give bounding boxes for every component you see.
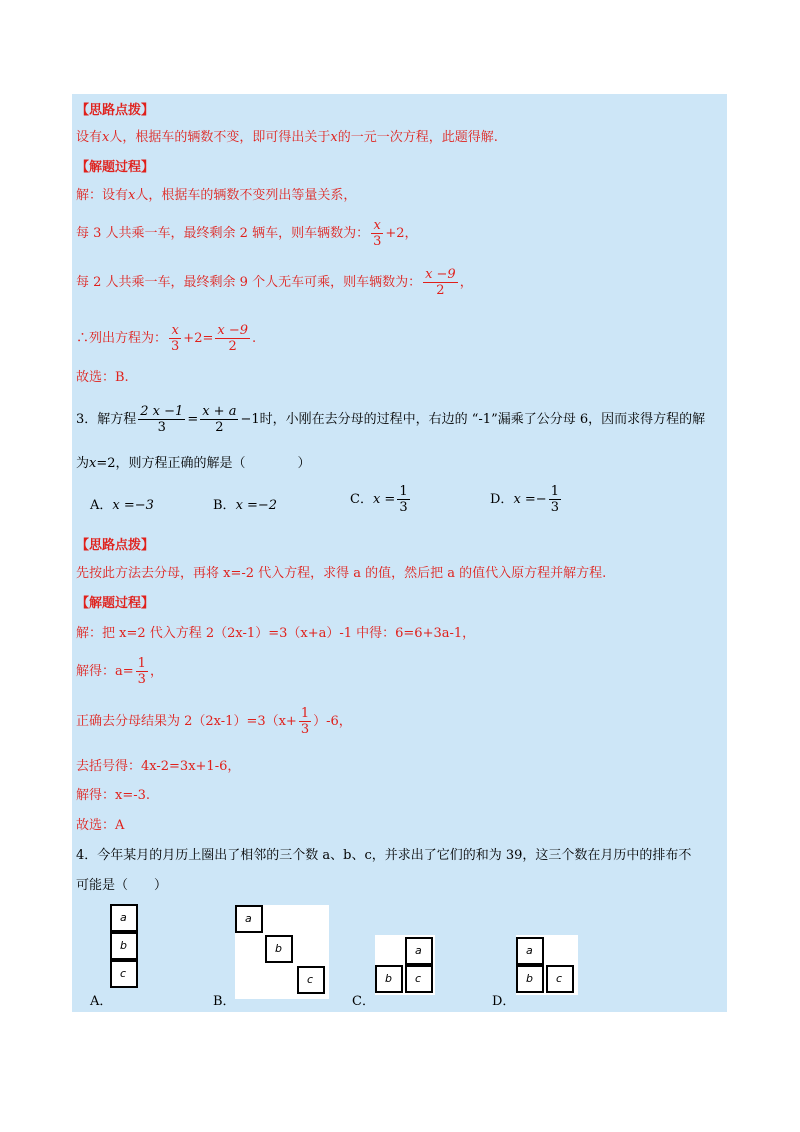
- fraction: $\frac{1}{3}$: [399, 484, 408, 515]
- solution-line: 解得：a= $\frac{1}{3}$ ，: [76, 656, 163, 687]
- equation-line: ∴列出方程为： $\frac{x}{3}$ +2= $\frac{x -9}{2}$ .: [76, 323, 257, 354]
- option-c[interactable]: C．x = $\frac{1}{3}$: [350, 484, 408, 515]
- solution-line: 解：设有x人，根据车的辆数不变列出等量关系，: [76, 188, 357, 203]
- figure-d-label: D．: [492, 994, 516, 1009]
- question-3-stem: 3．解方程 $\frac{2 x -1}{3}$ = $\frac{x + a}{2}$ −1时，小刚在去分母的过程中，右边的 “-1”漏乘了公分母 6，因而求得方程的解: [76, 404, 706, 435]
- fraction: $\frac{x}{3}$: [373, 218, 382, 249]
- solution-line: 每 2 人共乘一车，最终剩余 9 个人无车可乘，则车辆数为： $\frac{x -9}{2}$ ，: [76, 267, 473, 298]
- solution-line: 每 3 人共乘一车，最终剩余 2 辆车，则车辆数为： $\frac{x}{3}$ +2，: [76, 218, 418, 249]
- fraction: $\frac{2 x -1}{3}$: [140, 404, 184, 435]
- solution-line: 去括号得：4x-2=3x+1-6，: [76, 759, 241, 774]
- fraction: $\frac{x + a}{2}$: [202, 404, 237, 435]
- question-4-stem: 4．今年某月的月历上圈出了相邻的三个数 a、b、c，并求出了它们的和为 39，这三个数在月历中的排布不: [76, 848, 692, 863]
- figure-c-label: C．: [352, 994, 375, 1009]
- answer-line: 故选：B.: [76, 370, 129, 385]
- solution-line: 解：把 x=2 代入方程 2（2x-1）=3（x+a）-1 中得：6=6+3a-1，: [76, 626, 476, 641]
- option-b[interactable]: B．x =−2: [213, 498, 278, 513]
- fraction: $\frac{1}{3}$: [137, 656, 146, 687]
- hint-heading: 【思路点拨】: [76, 103, 155, 118]
- fraction: $\frac{x -9}{2}$: [217, 323, 248, 354]
- hint-text: 先按此方法去分母，再将 x=-2 代入方程，求得 a 的值，然后把 a 的值代入原方程并解方程.: [76, 566, 607, 581]
- fraction: $\frac{1}{3}$: [300, 706, 310, 737]
- figure-a-label: A．: [90, 994, 113, 1009]
- question-3-stem-cont: 为x=2，则方程正确的解是（ ）: [76, 456, 311, 471]
- answer-line: 故选：A: [76, 818, 125, 833]
- option-d[interactable]: D．x =− $\frac{1}{3}$: [490, 484, 559, 515]
- figure-b-label: B．: [213, 994, 236, 1009]
- solution-line: 解得：x=-3.: [76, 788, 151, 803]
- fraction: $\frac{x}{3}$: [171, 323, 180, 354]
- hint-heading: 【思路点拨】: [76, 538, 155, 553]
- fraction: $\frac{x -9}{2}$: [425, 267, 456, 298]
- solution-heading: 【解题过程】: [76, 596, 155, 611]
- hint-text: 设有x人，根据车的辆数不变，即可得出关于x的一元一次方程，此题得解.: [76, 130, 498, 145]
- solution-line: 正确去分母结果为 2（2x-1）=3（x+ $\frac{1}{3}$ ）-6，: [76, 706, 352, 737]
- question-4-stem-cont: 可能是（ ）: [76, 878, 168, 893]
- solution-heading: 【解题过程】: [76, 160, 155, 175]
- option-a[interactable]: A．x =−3: [90, 498, 154, 513]
- fraction: $\frac{1}{3}$: [550, 484, 559, 515]
